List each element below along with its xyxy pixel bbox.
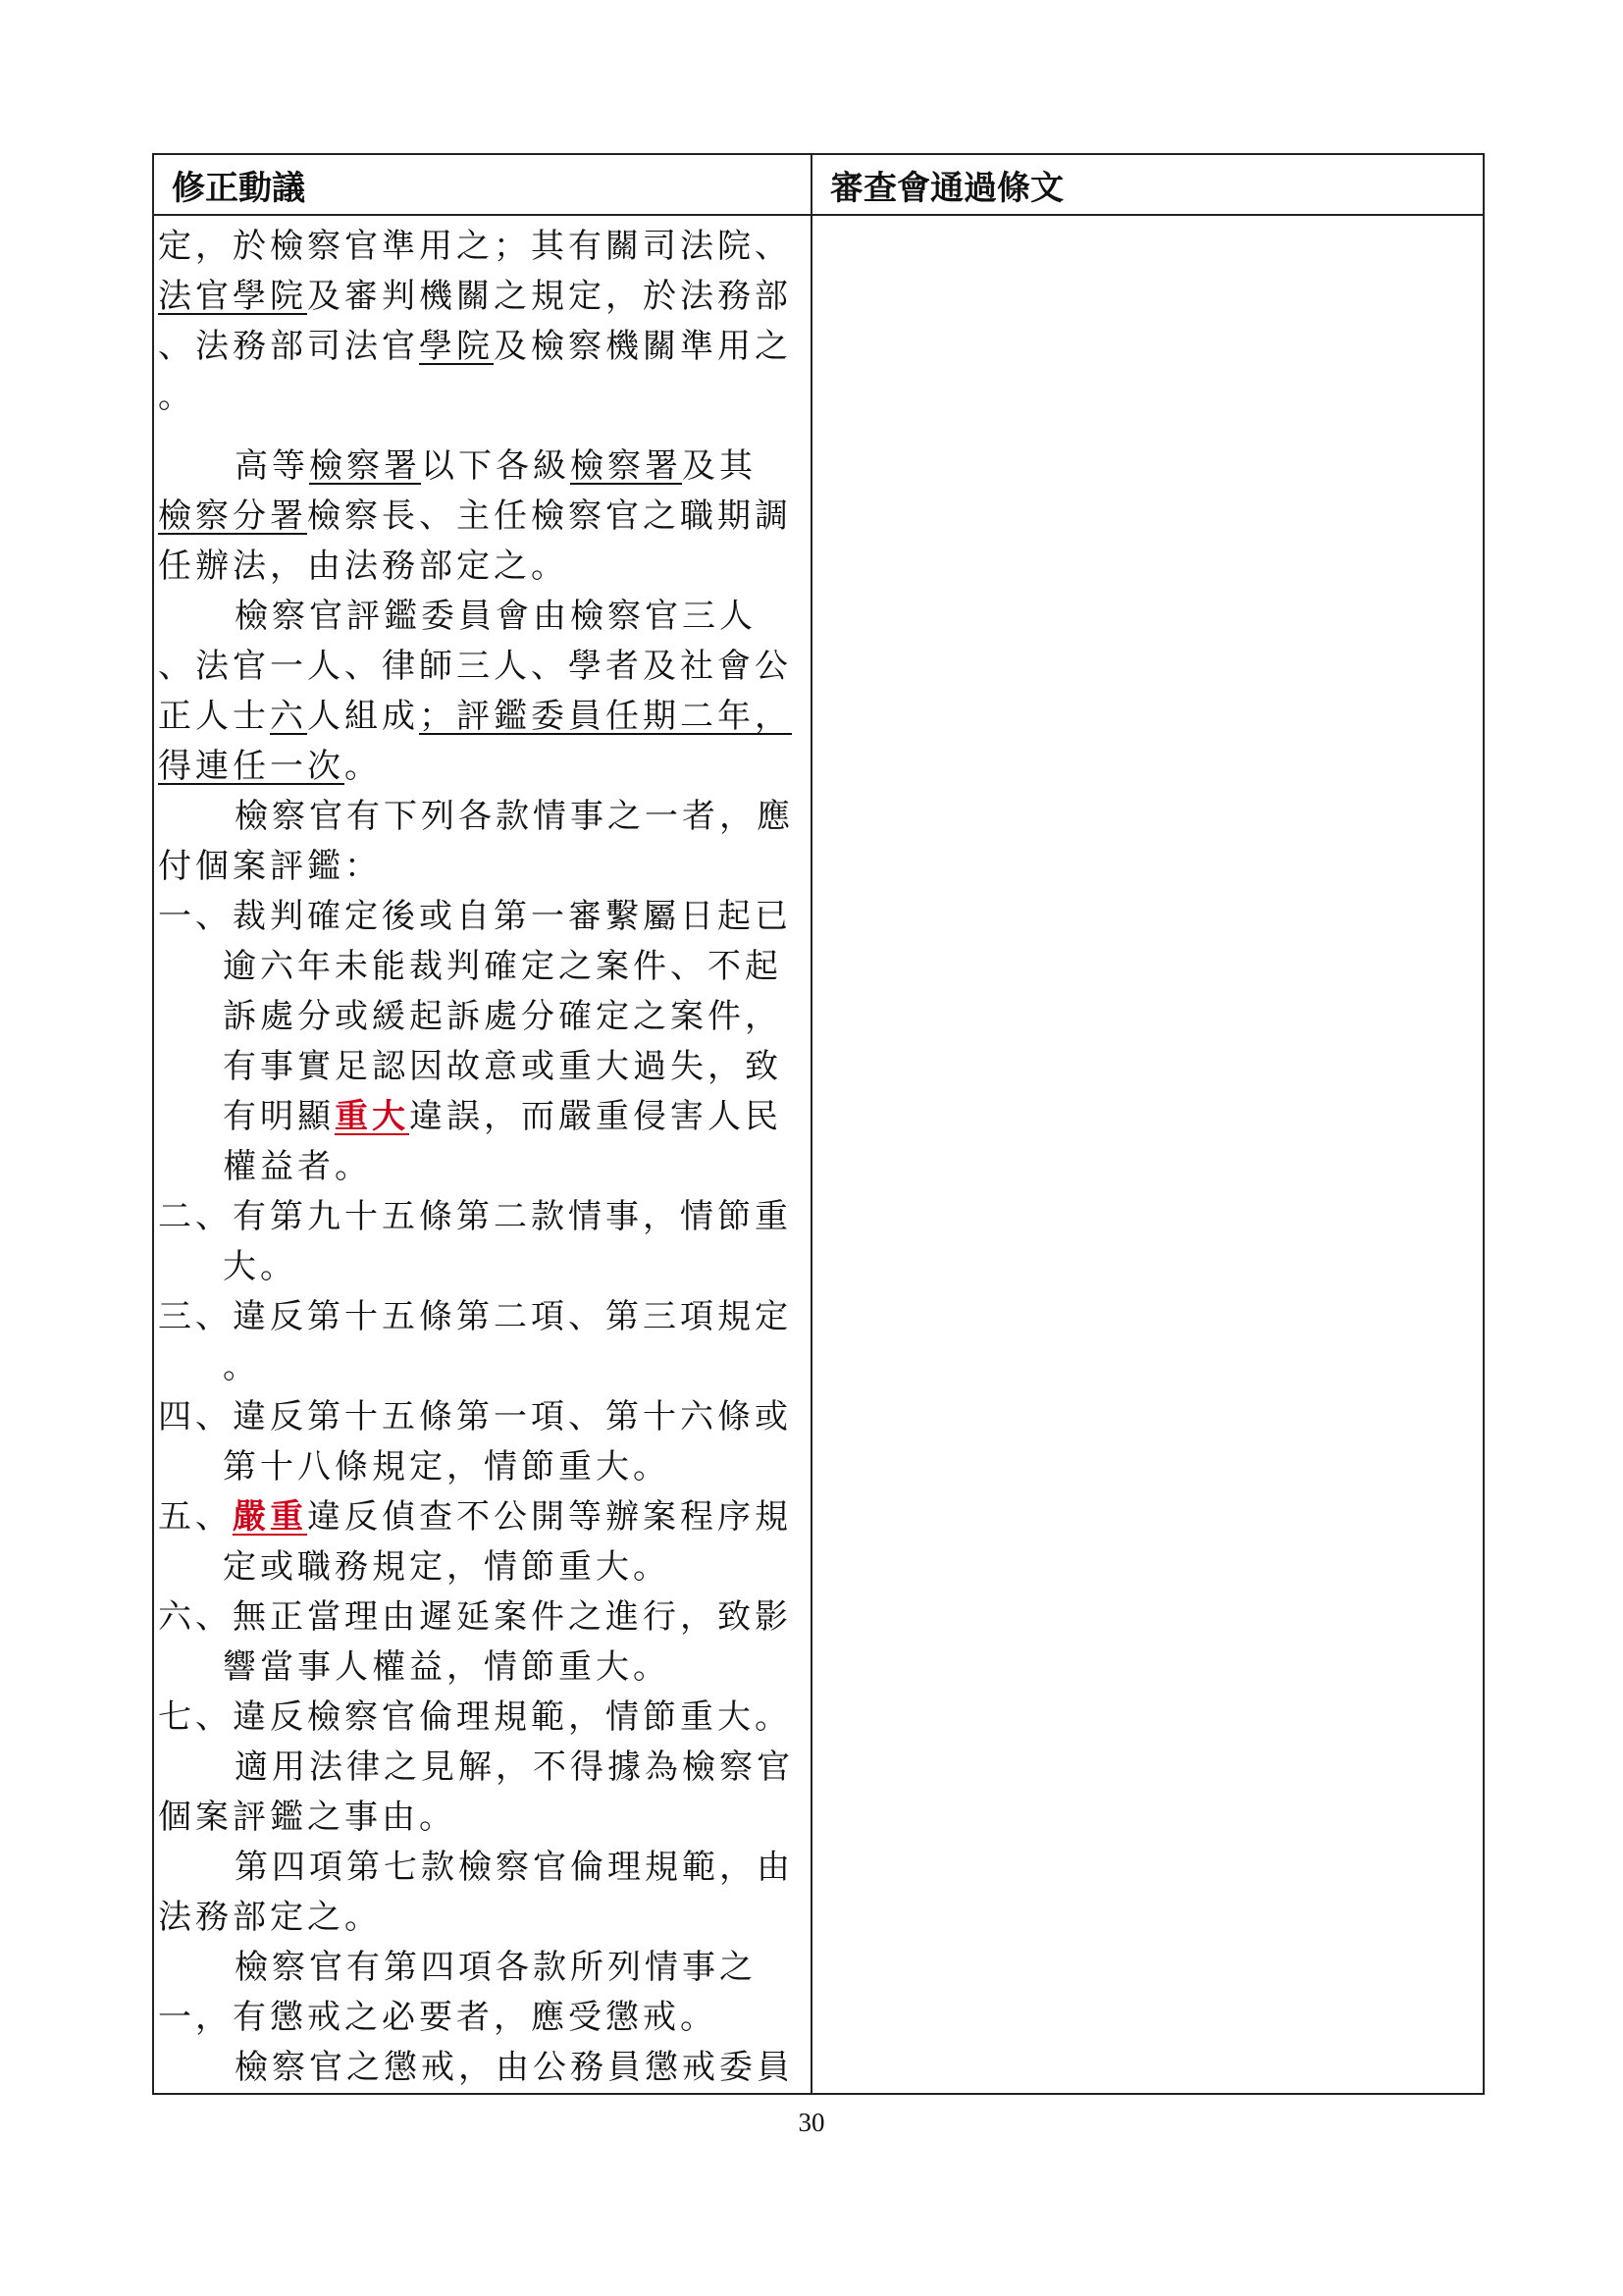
line-text: 有事實足認因故意或重大過失，致 <box>223 1047 782 1086</box>
underlined-text: 法官學院 <box>158 277 307 316</box>
text-line <box>158 1793 803 1843</box>
line-text: 訴處分或緩起訴處分確定之案件， <box>223 997 782 1036</box>
line-text: 適用法律之見解，不得據為檢察官 <box>235 1748 794 1787</box>
line-text: 有明顯 <box>223 1097 335 1136</box>
line-text: 高等 <box>235 446 309 486</box>
line-text: 六、無正當理由遲延案件之進行，致影 <box>158 1597 792 1637</box>
text-line <box>158 542 803 592</box>
text-line <box>158 1943 803 1993</box>
line-text: 人組成 <box>307 697 419 736</box>
line-text: 定，於檢察官準用之；其有關司法院、 <box>158 227 792 266</box>
line-text: 正人士 <box>158 697 270 736</box>
text-line <box>158 1743 803 1793</box>
underlined-text: 檢察分署 <box>158 496 307 536</box>
underlined-text: 檢察署 <box>570 446 682 486</box>
line-text: 及檢察機關準用之 <box>494 327 792 366</box>
text-line <box>158 372 803 422</box>
line-text: 付個案評鑑： <box>158 847 382 886</box>
line-text: 五、 <box>158 1497 233 1537</box>
line-text: 以下各級 <box>421 446 570 486</box>
list-item-2 <box>158 1192 803 1242</box>
comparison-table <box>152 153 1485 2095</box>
text-line <box>158 1643 803 1693</box>
line-text: 法務部定之。 <box>158 1898 382 1937</box>
header-committee-approved-text: 審查會通過條文 <box>812 154 1484 215</box>
line-text: 及審判機關之規定，於法務部 <box>307 277 792 316</box>
list-item-3 <box>158 1292 803 1342</box>
line-text: 。 <box>223 1347 260 1386</box>
approved-text-cell <box>812 215 1484 2094</box>
highlighted-red-text: 重大 <box>335 1097 409 1136</box>
line-text: 一，有懲戒之必要者，應受懲戒。 <box>158 1998 717 2037</box>
text-line <box>158 442 803 492</box>
line-text: 七、違反檢察官倫理規範，情節重大。 <box>158 1697 792 1737</box>
list-item-6 <box>158 1592 803 1643</box>
line-text: 。 <box>158 377 195 416</box>
text-line <box>158 1893 803 1943</box>
line-text: 二、有第九十五條第二款情事，情節重 <box>158 1197 792 1236</box>
table-header-row <box>153 154 1484 215</box>
line-text: 、法官一人、律師三人、學者及社會公 <box>158 647 792 686</box>
text-line <box>158 1092 803 1142</box>
line-text: 個案評鑑之事由。 <box>158 1798 456 1837</box>
underlined-text: 得連任一次 <box>158 747 344 786</box>
line-text: 檢察官之懲戒，由公務員懲戒委員 <box>235 2048 794 2087</box>
line-text: 違誤，而嚴重侵害人民 <box>409 1097 782 1136</box>
line-text: 定或職務規定，情節重大。 <box>223 1547 670 1587</box>
text-line <box>158 322 803 372</box>
text-line <box>158 792 803 842</box>
list-item-1 <box>158 892 803 942</box>
line-text: 第四項第七款檢察官倫理規範，由 <box>235 1848 794 1887</box>
text-line <box>158 1442 803 1492</box>
list-item-7 <box>158 1693 803 1743</box>
line-text: 檢察官評鑑委員會由檢察官三人 <box>235 597 757 636</box>
text-line <box>158 1242 803 1292</box>
text-line <box>158 492 803 542</box>
text-line <box>158 642 803 692</box>
text-line <box>158 1342 803 1392</box>
text-line <box>158 592 803 642</box>
text-line <box>158 1142 803 1192</box>
text-line <box>158 692 803 742</box>
line-text: 任辦法，由法務部定之。 <box>158 547 568 586</box>
line-text: 檢察長、主任檢察官之職期調 <box>307 496 792 536</box>
line-text: 四、違反第十五條第一項、第十六條或 <box>158 1397 792 1436</box>
line-text: 三、違反第十五條第二項、第三項規定 <box>158 1297 792 1336</box>
header-amendment-motion: 修正動議 <box>153 154 812 215</box>
underlined-text: 檢察署 <box>309 446 421 486</box>
line-text: 響當事人權益，情節重大。 <box>223 1647 670 1687</box>
list-item-4 <box>158 1392 803 1442</box>
underlined-text: 六 <box>270 697 307 736</box>
underlined-text: ；評鑑委員任期二年， <box>419 697 792 736</box>
text-line <box>158 942 803 992</box>
highlighted-red-text: 嚴重 <box>233 1497 307 1537</box>
table-body-row <box>153 215 1484 2094</box>
page-number: 30 <box>798 2108 825 2137</box>
text-line <box>158 1042 803 1092</box>
line-text: 第十八條規定，情節重大。 <box>223 1447 670 1487</box>
line-text: 一、裁判確定後或自第一審繫屬日起已 <box>158 897 792 936</box>
text-line <box>158 1542 803 1592</box>
line-text: 逾六年未能裁判確定之案件、不起 <box>223 947 782 986</box>
text-line <box>158 742 803 792</box>
line-text: 檢察官有第四項各款所列情事之 <box>235 1948 757 1987</box>
list-item-5 <box>158 1492 803 1542</box>
text-line <box>158 222 803 272</box>
line-text: 違反偵查不公開等辦案程序規 <box>307 1497 792 1537</box>
text-line <box>158 272 803 322</box>
underlined-text: 學院 <box>419 327 494 366</box>
text-line <box>158 992 803 1042</box>
line-text: 大。 <box>223 1247 297 1286</box>
text-line <box>158 2043 803 2093</box>
line-text: 及其 <box>682 446 757 486</box>
amendment-text-cell <box>153 215 812 2094</box>
line-text: 。 <box>344 747 382 786</box>
line-text: 權益者。 <box>223 1147 372 1186</box>
text-line <box>158 842 803 892</box>
line-text: 檢察官有下列各款情事之一者，應 <box>235 797 794 836</box>
text-line <box>158 1843 803 1893</box>
text-line <box>158 1993 803 2043</box>
line-text: 、法務部司法官 <box>158 327 419 366</box>
